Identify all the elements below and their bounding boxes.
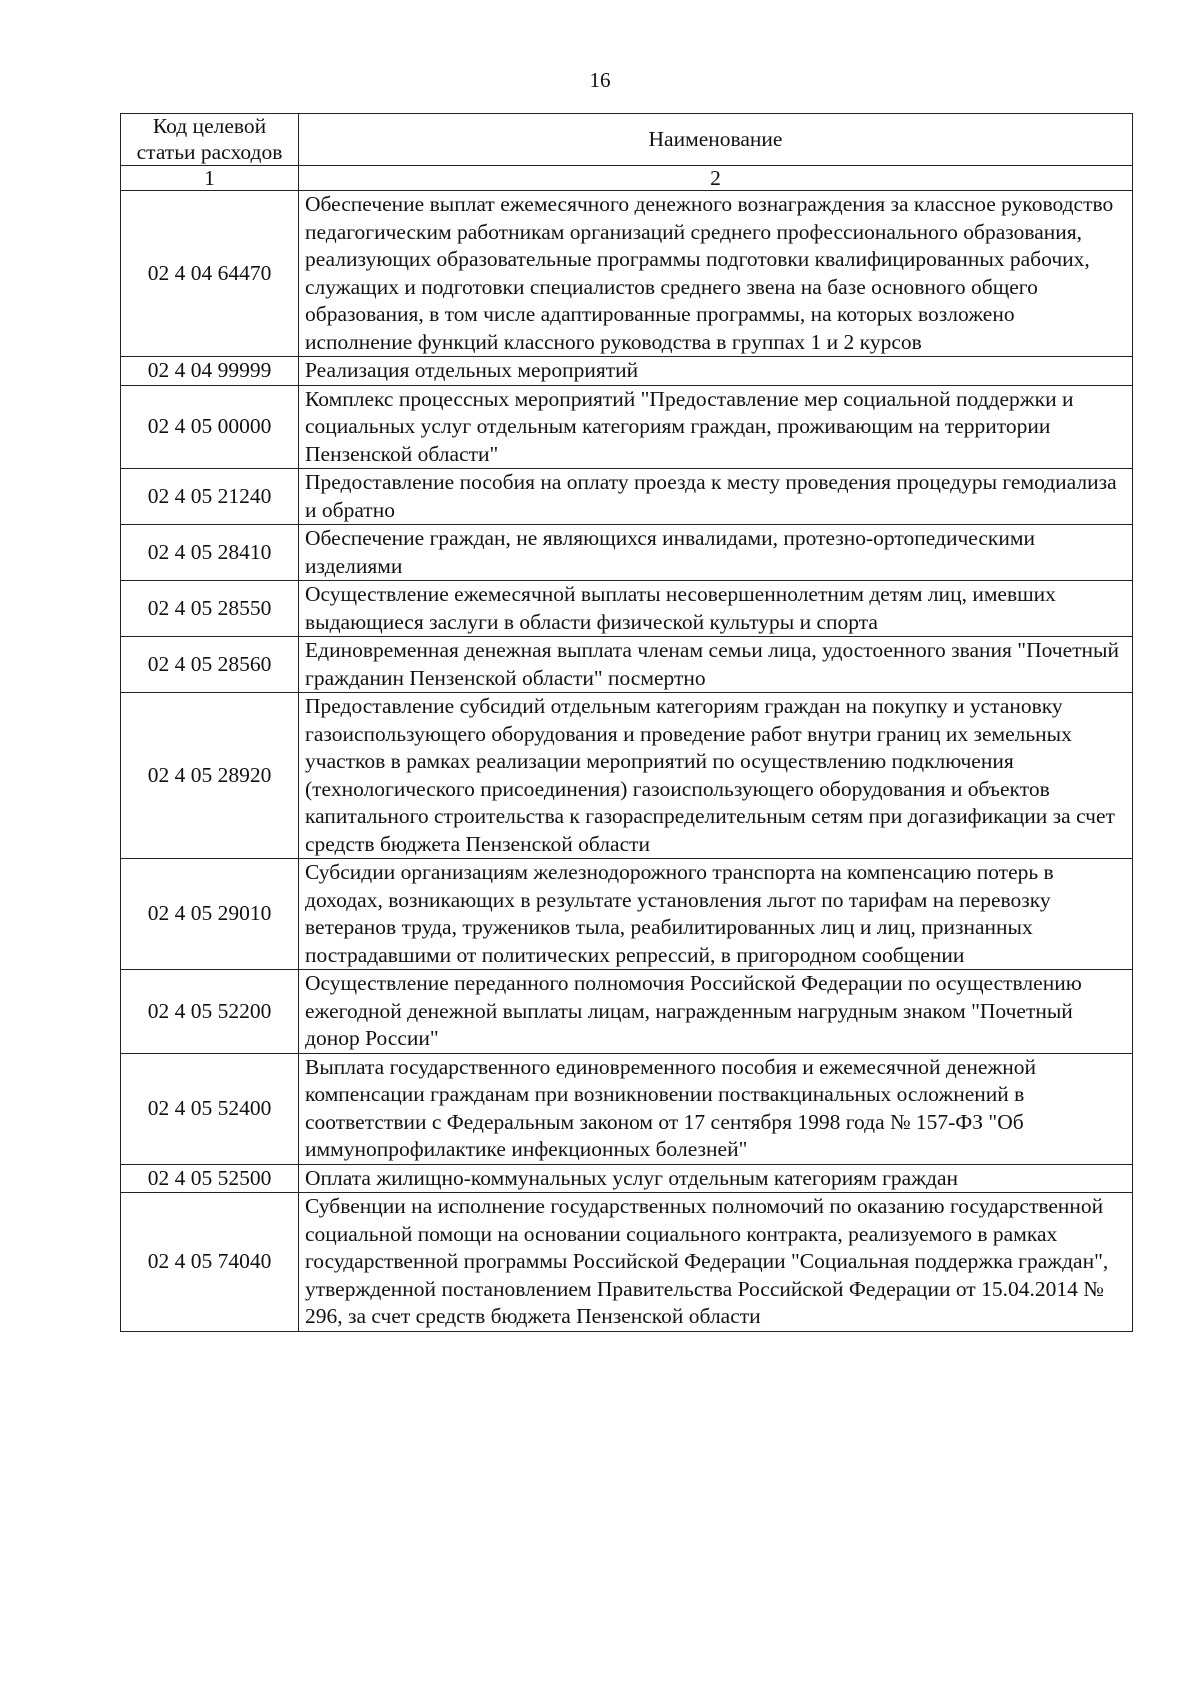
column-numbering-row [121, 166, 1133, 191]
table-row [121, 525, 1133, 581]
row-code: 02 4 05 28410 [121, 525, 299, 581]
target-expense-codes-table [120, 113, 1133, 1332]
row-name: Комплекс процессных мероприятий "Предоставление мер социальной поддержки и социальных услуг отдельным категориям граждан, проживающим на территории Пензенской области" [299, 385, 1133, 469]
table-row [121, 385, 1133, 469]
row-name: Предоставление субсидий отдельным категориям граждан на покупку и установку газоиспользующего оборудования и проведение работ внутри границ их земельных участков в рамках реализации мероприятий по осуществлению подключения (технологического присоединения) газоиспользующего оборудования и объектов капитального строительства к газораспределительным сетям при догазификации за счет средств бюджета Пензенской области [299, 693, 1133, 859]
row-name: Обеспечение выплат ежемесячного денежного вознаграждения за классное руководство педагогическим работникам организаций среднего профессионального образования, реализующих образовательные программы подготовки квалифицированных рабочих, служащих и подготовки специалистов среднего звена на базе основного общего образования, в том числе адаптированные программы, на которых возложено исполнение функций классного руководства в группах 1 и 2 курсов [299, 191, 1133, 357]
row-name: Субвенции на исполнение государственных полномочий по оказанию государственной социальной помощи на основании социального контракта, реализуемого в рамках государственной программы Российской Федерации "Социальная поддержка граждан", утвержденной постановлением Правительства Российской Федерации от 15.04.2014 № 296, за счет средств бюджета Пензенской области [299, 1193, 1133, 1332]
table-row [121, 191, 1133, 357]
header-name-column: Наименование [299, 114, 1133, 166]
header-code-column: Код целевой статьи расходов [121, 114, 299, 166]
row-code: 02 4 04 99999 [121, 357, 299, 386]
row-code: 02 4 05 74040 [121, 1193, 299, 1332]
row-code: 02 4 05 21240 [121, 469, 299, 525]
table-row [121, 1193, 1133, 1332]
row-name: Оплата жилищно-коммунальных услуг отдельным категориям граждан [299, 1164, 1133, 1193]
column-number-1: 1 [121, 166, 299, 191]
table-row [121, 469, 1133, 525]
row-name: Обеспечение граждан, не являющихся инвалидами, протезно-ортопедическими изделиями [299, 525, 1133, 581]
row-name: Предоставление пособия на оплату проезда к месту проведения процедуры гемодиализа и обратно [299, 469, 1133, 525]
row-code: 02 4 05 28550 [121, 581, 299, 637]
row-name: Осуществление ежемесячной выплаты несовершеннолетним детям лиц, имевших выдающиеся заслуги в области физической культуры и спорта [299, 581, 1133, 637]
row-code: 02 4 05 52200 [121, 970, 299, 1054]
page-number: 16 [589, 68, 611, 92]
row-code: 02 4 05 28560 [121, 637, 299, 693]
row-code: 02 4 04 64470 [121, 191, 299, 357]
table-row [121, 859, 1133, 970]
row-name: Выплата государственного единовременного пособия и ежемесячной денежной компенсации гражданам при возникновении поствакцинальных осложнений в соответствии с Федеральным законом от 17 сентября 1998 года № 157-ФЗ "Об иммунопрофилактике инфекционных болезней" [299, 1053, 1133, 1164]
row-code: 02 4 05 52400 [121, 1053, 299, 1164]
row-name: Осуществление переданного полномочия Российской Федерации по осуществлению ежегодной денежной выплаты лицам, награжденным нагрудным знаком "Почетный донор России" [299, 970, 1133, 1054]
table-row [121, 970, 1133, 1054]
table-header-row [121, 114, 1133, 166]
table-row [121, 1053, 1133, 1164]
row-code: 02 4 05 28920 [121, 693, 299, 859]
row-code: 02 4 05 52500 [121, 1164, 299, 1193]
table-row [121, 637, 1133, 693]
table-row [121, 581, 1133, 637]
table-row [121, 693, 1133, 859]
table-row [121, 1164, 1133, 1193]
row-name: Реализация отдельных мероприятий [299, 357, 1133, 386]
row-code: 02 4 05 00000 [121, 385, 299, 469]
row-name: Единовременная денежная выплата членам семьи лица, удостоенного звания "Почетный гражданин Пензенской области" посмертно [299, 637, 1133, 693]
row-code: 02 4 05 29010 [121, 859, 299, 970]
row-name: Субсидии организациям железнодорожного транспорта на компенсацию потерь в доходах, возникающих в результате установления льгот по тарифам на перевозку ветеранов труда, тружеников тыла, реабилитированных лиц и лиц, признанных пострадавшими от политических репрессий, в пригородном сообщении [299, 859, 1133, 970]
table-row [121, 357, 1133, 386]
column-number-2: 2 [299, 166, 1133, 191]
